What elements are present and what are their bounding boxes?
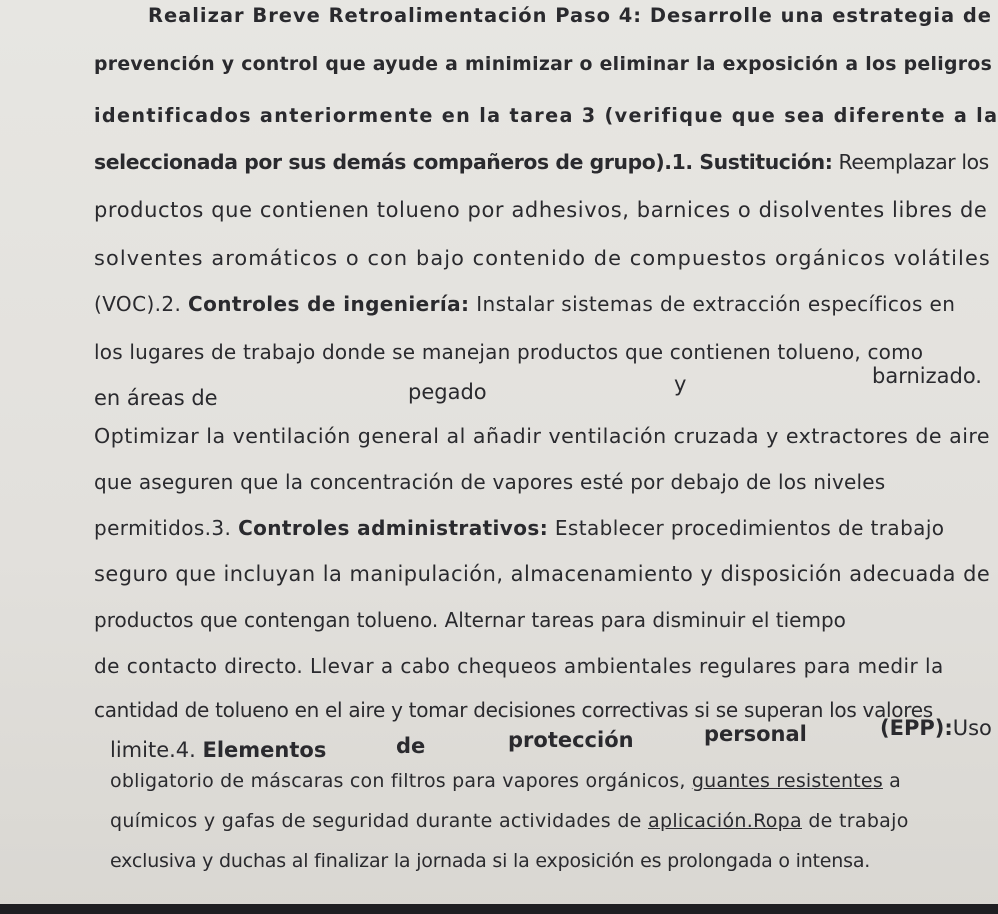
body-text-cell (880, 716, 992, 740)
heading-text: identificados anteriormente en la tarea 3 (verifique que sea diferente a la (94, 104, 998, 127)
text-line-14 (94, 608, 846, 632)
heading-text: prevención y control que ayude a minimizar o eliminar la exposición a los peligros (94, 54, 993, 75)
text-line-10 (94, 424, 990, 448)
section-heading-epp: (EPP): (880, 716, 953, 740)
body-text: barnizado. (872, 364, 982, 388)
body-text: productos que contienen tolueno por adhesivos, barnices o disolventes libres de (94, 198, 988, 222)
body-text: los lugares de trabajo donde se manejan productos que contienen tolueno, como (94, 340, 924, 364)
section-heading-epp: de (396, 734, 426, 758)
text-line-13 (94, 562, 990, 586)
text-line-6 (94, 246, 991, 270)
text-line-20 (110, 850, 870, 872)
body-text: Reemplazar los (832, 150, 989, 174)
body-text: productos que contengan tolueno. Alternar tareas para disminuir el tiempo (94, 608, 846, 632)
section-heading-sustitucion: seleccionada por sus demás compañeros de grupo).1. Sustitución: (94, 150, 833, 174)
bottom-edge (0, 904, 998, 914)
body-text: que aseguren que la concentración de vapores esté por debajo de los niveles (94, 470, 886, 494)
text-line-1 (148, 4, 992, 27)
text-line-5 (94, 198, 987, 222)
body-text: Establecer procedimientos de trabajo (548, 516, 945, 540)
text-line-11 (94, 470, 885, 494)
text-line-19 (110, 810, 909, 832)
body-text: seguro que incluyan la manipulación, almacenamiento y disposición adecuada de (94, 562, 991, 586)
body-text: y (674, 372, 687, 396)
body-text: permitidos.3. (94, 516, 239, 540)
body-text: Optimizar la ventilación general al añadir ventilación cruzada y extractores de aire (94, 424, 991, 448)
section-heading-epp: personal (704, 722, 807, 746)
section-heading-ingenieria: Controles de ingeniería: (188, 292, 470, 316)
text-line-3 (94, 104, 998, 127)
body-text: obligatorio de máscaras con filtros para vapores orgánicos, (110, 770, 692, 792)
body-text: cantidad de tolueno en el aire y tomar decisiones correctivas si se superan los valores (94, 698, 933, 722)
section-heading-administrativos: Controles administrativos: (238, 516, 549, 540)
body-text: solventes aromáticos o con bajo contenido de compuestos orgánicos volátiles (94, 246, 991, 270)
body-text: químicos y gafas de seguridad durante actividades de (110, 810, 649, 832)
underlined-text: aplicación.Ropa (648, 810, 802, 832)
section-heading-epp: protección (508, 728, 634, 752)
body-text: Uso (952, 716, 992, 740)
text-line-16 (94, 698, 933, 722)
body-text: a (882, 770, 902, 792)
text-line-4 (94, 150, 989, 174)
body-text: de trabajo (801, 810, 909, 832)
body-text: (VOC).2. (94, 292, 189, 316)
text-line-12 (94, 516, 944, 540)
text-line-15 (94, 654, 944, 678)
body-text: limite.4. (110, 738, 203, 762)
body-text: de contacto directo. Llevar a cabo chequeos ambientales regulares para medir la (94, 654, 944, 678)
body-text: Instalar sistemas de extracción específicos en (469, 292, 956, 316)
heading-text: Realizar Breve Retroalimentación Paso 4: Desarrolle una estrategia de (148, 4, 992, 27)
section-heading-epp: Elementos (202, 738, 327, 762)
body-text: exclusiva y duchas al finalizar la jornada si la exposición es prolongada o intensa. (110, 850, 871, 872)
text-line-2 (94, 54, 992, 75)
text-line-18 (110, 770, 901, 792)
underlined-text: guantes resistentes (691, 770, 883, 792)
text-line-7 (94, 292, 955, 316)
text-line-8 (94, 340, 923, 364)
body-text-cell (110, 738, 326, 762)
body-text: pegado (408, 380, 487, 404)
body-text: en áreas de (94, 386, 218, 410)
